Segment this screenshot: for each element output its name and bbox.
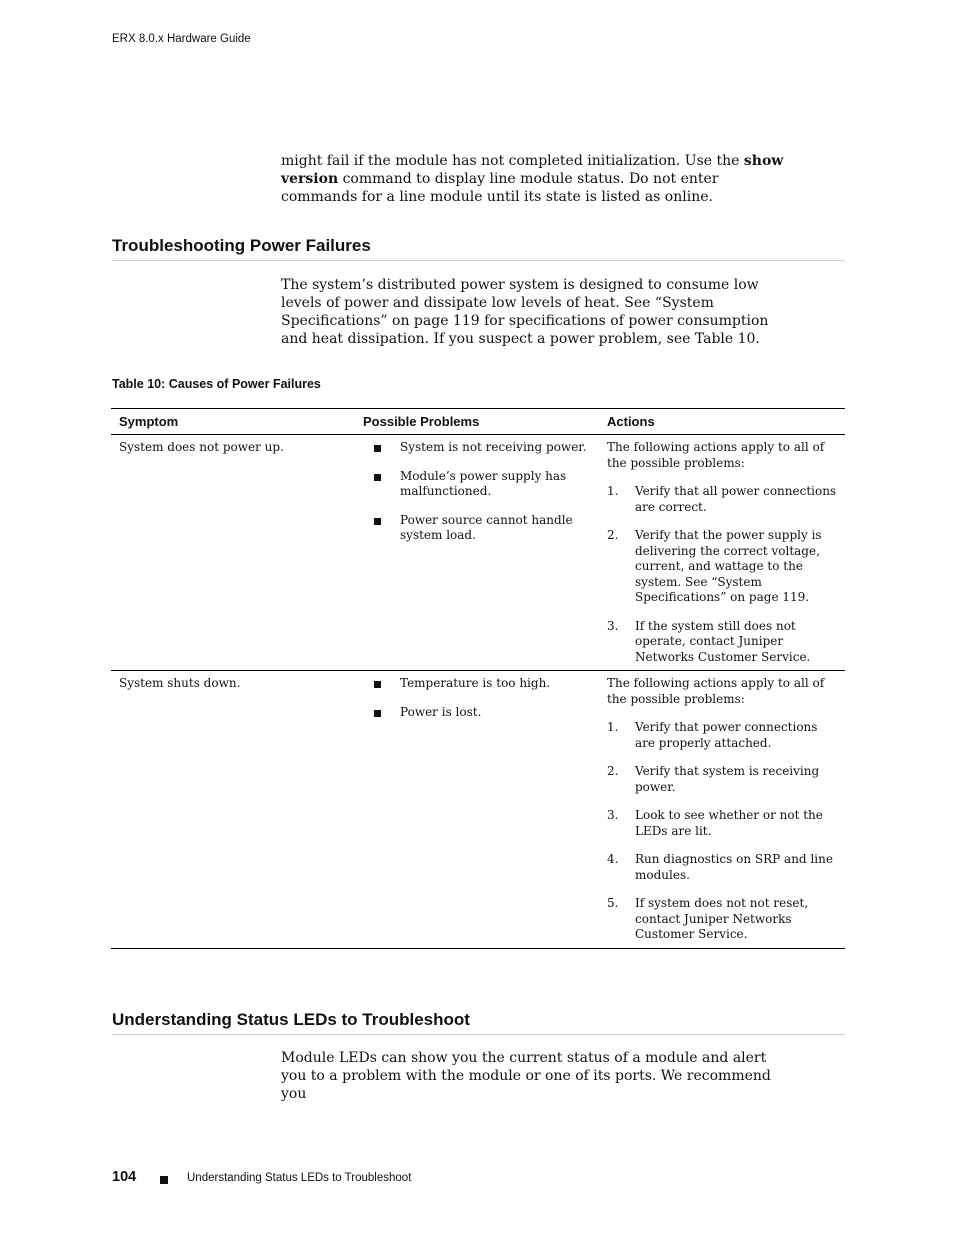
header-possible-problems: Possible Problems	[355, 409, 599, 435]
actions-intro: The following actions apply to all of the possible problems:	[607, 676, 825, 706]
action-step: 4. Run diagnostics on SRP and line modules.	[607, 852, 833, 882]
problem-item: System is not receiving power.	[363, 440, 591, 456]
footer-section-title: Understanding Status LEDs to Troubleshoot	[187, 1172, 412, 1184]
table-row	[111, 671, 845, 949]
intro-text-1: might fail if the module has not completed initialization. Use the	[281, 153, 744, 169]
page-number: 104	[112, 1169, 137, 1185]
bullet-icon	[374, 681, 381, 688]
actions-cell	[599, 435, 845, 671]
action-step: 5. If system does not not reset, contact Juniper Networks Customer Service.	[607, 896, 809, 941]
action-step: 2. Verify that system is receiving power.	[607, 764, 820, 794]
causes-of-power-failures-table	[111, 408, 845, 949]
problems-cell	[355, 435, 599, 671]
intro-paragraph	[281, 152, 791, 206]
bullet-icon	[374, 445, 381, 452]
table-caption: Table 10: Causes of Power Failures	[112, 377, 321, 391]
header-symptom: Symptom	[111, 409, 355, 435]
symptom-cell: System shuts down.	[111, 671, 355, 949]
actions-cell	[599, 671, 845, 949]
table-header-row	[111, 409, 845, 435]
leds-intro-paragraph: Module LEDs can show you the current status of a module and alert you to a problem with the module or one of its ports. We recommend you	[281, 1050, 771, 1102]
action-step: 2. Verify that the power supply is delivering the correct voltage, current, and wattage to the system. See “System Specifications” on page 119.	[607, 528, 822, 604]
action-step: 1. Verify that power connections are properly attached.	[607, 720, 818, 750]
problem-item: Module’s power supply has malfunctioned.	[363, 469, 591, 500]
action-step: 3. Look to see whether or not the LEDs are lit.	[607, 808, 823, 838]
bullet-icon	[374, 710, 381, 717]
running-header: ERX 8.0.x Hardware Guide	[112, 33, 251, 45]
bullet-icon	[374, 474, 381, 481]
action-step: 3. If the system still does not operate, contact Juniper Networks Customer Service.	[607, 618, 811, 664]
problem-item: Power is lost.	[363, 705, 591, 721]
table-row	[111, 435, 845, 671]
problem-item: Power source cannot handle system load.	[363, 513, 591, 544]
actions-intro: The following actions apply to all of the possible problems:	[607, 440, 825, 470]
section-heading-status-leds: Understanding Status LEDs to Troubleshoot	[112, 1010, 845, 1035]
problem-item: Temperature is too high.	[363, 676, 591, 692]
footer-bullet-icon	[160, 1176, 168, 1184]
intro-text-2: command to display line module status. Do not enter commands for a line module until its state is listed as online.	[281, 171, 719, 205]
section-heading-power-failures: Troubleshooting Power Failures	[112, 236, 845, 261]
show-version-command: show version	[281, 153, 784, 187]
header-actions: Actions	[599, 409, 845, 435]
action-step: 1. Verify that all power connections are correct.	[607, 484, 837, 514]
symptom-cell: System does not power up.	[119, 440, 284, 454]
problems-cell	[355, 671, 599, 949]
power-intro-paragraph: The system’s distributed power system is designed to consume low levels of power and dissipate low levels of heat. See “System Specifications” on page 119 for specifications of power consumption and heat dissipation. If you suspect a power problem, see Table 10.	[281, 277, 769, 347]
bullet-icon	[374, 518, 381, 525]
